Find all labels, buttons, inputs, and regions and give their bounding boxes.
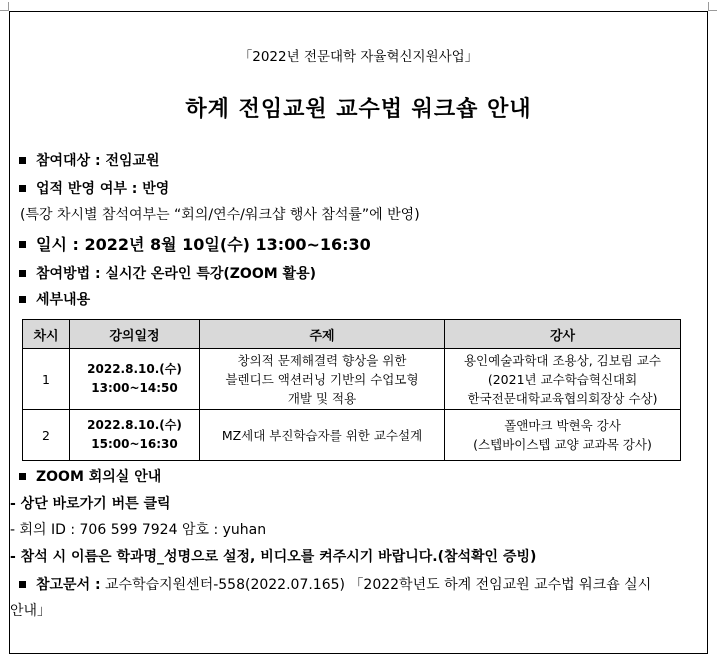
topic-line: 창의적 문제해결력 향상을 위한 [237,352,407,368]
lecturer-line: 용인예술과학대 조용상, 김보림 교수 [463,352,662,368]
topic-line: 개발 및 적용 [287,390,357,406]
zoom-id-line: - 회의 ID : 706 599 7924 암호 : yuhan [10,522,267,538]
schedule-table [22,319,681,461]
topic-line: MZ세대 부진학습자를 위한 교수설계 [221,427,423,443]
bullet-icon [19,185,26,192]
target-text: 참여대상 : 전임교원 [36,153,160,169]
table-header-row [23,320,681,349]
zoom-heading: ZOOM 회의실 안내 [36,469,162,485]
reference-line [16,574,651,594]
reference-text-cont: 안내」 [10,603,52,619]
header-session: 차시 [23,320,70,349]
bullet-icon [19,296,26,303]
schedule-cell [70,349,200,410]
topic-line: 블렌디드 액션러닝 기반의 수업모형 [225,371,419,387]
page-corner-mark [708,2,717,11]
schedule-date: 2022.8.10.(수) [87,418,182,432]
header-schedule: 강의일정 [70,320,200,349]
bullet-icon [19,157,26,164]
topic-cell [200,349,445,410]
performance-note: (특강 차시별 참석여부는 “회의/연수/워크샵 행사 참석률”에 반영) [20,207,420,223]
schedule-time: 15:00~16:30 [91,437,178,451]
bullet-icon [19,473,26,480]
date-text: 일시 : 2022년 8월 10일(수) 13:00~16:30 [36,235,371,254]
lecturer-cell [445,410,681,461]
zoom-heading-line [16,466,161,486]
bullet-icon [19,270,26,277]
table-row [23,349,681,410]
performance-text: 업적 반영 여부 : 반영 [36,181,170,197]
zoom-notice: - 참석 시 이름은 학과명_성명으로 설정, 비디오를 켜주시기 바랍니다.(참석확인 증빙) [10,549,537,565]
performance-line [16,178,169,198]
lecturer-line: (스텝바이스텝 교양 교과목 강사) [473,437,652,452]
topic-cell [200,410,445,461]
lecturer-line: 한국전문대학교육협의회장상 수상) [467,390,658,406]
session-number: 2 [23,410,70,461]
details-line [16,289,90,309]
header-lecturer: 강사 [445,320,681,349]
schedule-cell [70,410,200,461]
method-text: 참여방법 : 실시간 온라인 특강(ZOOM 활용) [36,266,316,282]
zoom-step1: - 상단 바로가기 버튼 클릭 [10,496,171,512]
lecturer-cell [445,349,681,410]
lecturer-line: (2021년 교수학습혁신대회 [487,371,638,387]
page-corner-mark [0,2,9,11]
target-line [16,150,160,170]
details-text: 세부내용 [36,292,91,308]
header-topic: 주제 [200,320,445,349]
schedule-time: 13:00~14:50 [91,381,178,395]
lecturer-line: 폴앤마크 박현욱 강사 [504,418,621,433]
program-name: 「2022년 전문대학 자율혁신지원사업」 [238,49,479,65]
bullet-icon [19,581,26,588]
reference-text: 교수학습지원센터-558(2022.07.165) 「2022학년도 하계 전임교원 교수법 워크숍 실시 [100,577,652,593]
date-line [16,232,371,255]
table-row [23,410,681,461]
session-number: 1 [23,349,70,410]
schedule-date: 2022.8.10.(수) [87,362,182,376]
page-title: 하계 전임교원 교수법 워크숍 안내 [185,97,532,122]
bullet-icon [19,241,26,248]
reference-label: 참고문서 : [36,577,101,593]
method-line [16,263,316,283]
